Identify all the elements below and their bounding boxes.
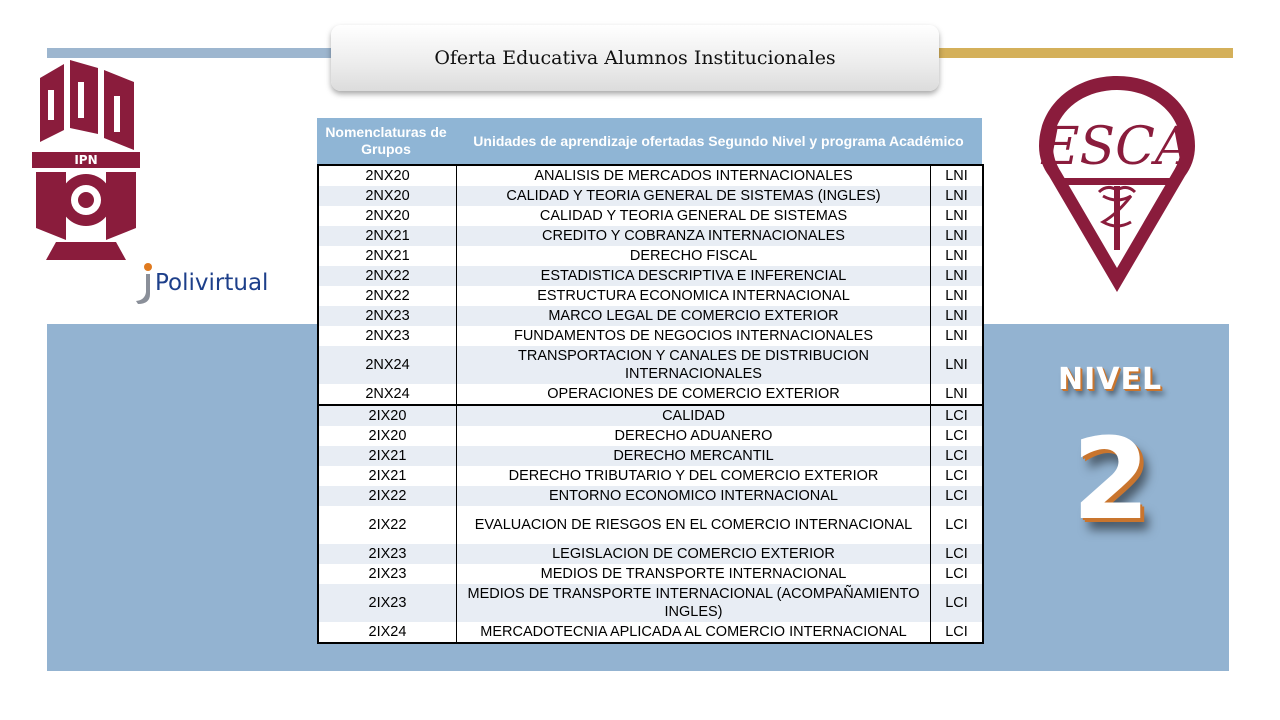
courses-table: [317, 118, 982, 644]
group-code: 2IX23: [318, 564, 457, 584]
program-code: LNI: [931, 326, 984, 346]
group-code: 2NX24: [318, 346, 457, 384]
table-row: [318, 564, 983, 584]
group-code: 2NX21: [318, 226, 457, 246]
course-name: CALIDAD Y TEORIA GENERAL DE SISTEMAS (INGLES): [457, 186, 931, 206]
course-name: ESTADISTICA DESCRIPTIVA E INFERENCIAL: [457, 266, 931, 286]
table-row: [318, 384, 983, 405]
program-code: LCI: [931, 426, 984, 446]
course-name: CREDITO Y COBRANZA INTERNACIONALES: [457, 226, 931, 246]
course-name: MEDIOS DE TRANSPORTE INTERNACIONAL (ACOMPAÑAMIENTO INGLES): [457, 584, 931, 622]
table-row: [318, 186, 983, 206]
course-name: DERECHO FISCAL: [457, 246, 931, 266]
table-row: [318, 622, 983, 643]
course-name: OPERACIONES DE COMERCIO EXTERIOR: [457, 384, 931, 405]
table-row: [318, 206, 983, 226]
nivel-word: NIVEL: [1058, 362, 1163, 397]
table-row: [318, 405, 983, 426]
program-code: LNI: [931, 384, 984, 405]
course-name: DERECHO TRIBUTARIO Y DEL COMERCIO EXTERIOR: [457, 466, 931, 486]
group-code: 2NX22: [318, 266, 457, 286]
table-row: [318, 346, 983, 384]
program-code: LCI: [931, 466, 984, 486]
courses-table-body: [317, 164, 984, 644]
program-code: LNI: [931, 165, 984, 186]
group-code: 2IX21: [318, 466, 457, 486]
esca-logo-icon: [1033, 72, 1201, 294]
group-code: 2NX20: [318, 165, 457, 186]
group-code: 2IX21: [318, 446, 457, 466]
program-code: LNI: [931, 226, 984, 246]
course-name: MARCO LEGAL DE COMERCIO EXTERIOR: [457, 306, 931, 326]
program-code: LCI: [931, 544, 984, 564]
table-row: [318, 544, 983, 564]
group-code: 2NX23: [318, 326, 457, 346]
program-code: LNI: [931, 186, 984, 206]
course-name: ESTRUCTURA ECONOMICA INTERNACIONAL: [457, 286, 931, 306]
program-code: LCI: [931, 584, 984, 622]
program-code: LNI: [931, 246, 984, 266]
table-row: [318, 246, 983, 266]
group-code: 2NX20: [318, 186, 457, 206]
program-code: LCI: [931, 405, 984, 426]
group-code: 2NX23: [318, 306, 457, 326]
table-row: [318, 446, 983, 466]
header-nomenclaturas: Nomenclaturas de Grupos: [325, 124, 447, 157]
course-name: DERECHO ADUANERO: [457, 426, 931, 446]
course-name: TRANSPORTACION Y CANALES DE DISTRIBUCION INTERNACIONALES: [457, 346, 931, 384]
group-code: 2IX24: [318, 622, 457, 643]
group-code: 2IX20: [318, 405, 457, 426]
top-left-band: [47, 48, 337, 58]
table-row: [318, 306, 983, 326]
table-row: [318, 266, 983, 286]
ipn-logo-text: IPN: [74, 153, 98, 167]
program-code: LCI: [931, 506, 984, 544]
course-name: CALIDAD: [457, 405, 931, 426]
top-right-band: [935, 48, 1233, 58]
program-code: LCI: [931, 486, 984, 506]
table-row: [318, 466, 983, 486]
table-row: [318, 286, 983, 306]
program-code: LNI: [931, 286, 984, 306]
program-code: LNI: [931, 346, 984, 384]
polivirtual-label: Polivirtual: [155, 270, 269, 296]
esca-logo-text: ESCA: [1041, 117, 1193, 177]
group-code: 2IX23: [318, 584, 457, 622]
program-code: LCI: [931, 446, 984, 466]
course-name: ENTORNO ECONOMICO INTERNACIONAL: [457, 486, 931, 506]
group-code: 2IX22: [318, 486, 457, 506]
group-code: 2IX22: [318, 506, 457, 544]
course-name: ANALISIS DE MERCADOS INTERNACIONALES: [457, 165, 931, 186]
group-code: 2NX22: [318, 286, 457, 306]
course-name: EVALUACION DE RIESGOS EN EL COMERCIO INTERNACIONAL: [457, 506, 931, 544]
table-row: [318, 426, 983, 446]
course-name: MEDIOS DE TRANSPORTE INTERNACIONAL: [457, 564, 931, 584]
program-code: LNI: [931, 306, 984, 326]
course-name: CALIDAD Y TEORIA GENERAL DE SISTEMAS: [457, 206, 931, 226]
group-code: 2IX20: [318, 426, 457, 446]
program-code: LNI: [931, 206, 984, 226]
course-name: LEGISLACION DE COMERCIO EXTERIOR: [457, 544, 931, 564]
table-row: [318, 326, 983, 346]
course-name: MERCADOTECNIA APLICADA AL COMERCIO INTERNACIONAL: [457, 622, 931, 643]
course-name: DERECHO MERCANTIL: [457, 446, 931, 466]
table-header: [317, 118, 982, 164]
group-code: 2IX23: [318, 544, 457, 564]
page-title: Oferta Educativa Alumnos Institucionales: [434, 47, 836, 69]
program-code: LCI: [931, 622, 984, 643]
group-code: 2NX20: [318, 206, 457, 226]
title-box: [331, 25, 939, 91]
program-code: LNI: [931, 266, 984, 286]
table-row: [318, 584, 983, 622]
program-code: LCI: [931, 564, 984, 584]
nivel-number: 2: [1072, 415, 1150, 545]
course-name: FUNDAMENTOS DE NEGOCIOS INTERNACIONALES: [457, 326, 931, 346]
group-code: 2NX24: [318, 384, 457, 405]
table-row: [318, 506, 983, 544]
ipn-logo-icon: [26, 60, 146, 265]
header-unidades: Unidades de aprendizaje ofertadas Segundo Nivel y programa Académico: [473, 132, 964, 149]
table-row: [318, 165, 983, 186]
group-code: 2NX21: [318, 246, 457, 266]
table-row: [318, 226, 983, 246]
table-row: [318, 486, 983, 506]
